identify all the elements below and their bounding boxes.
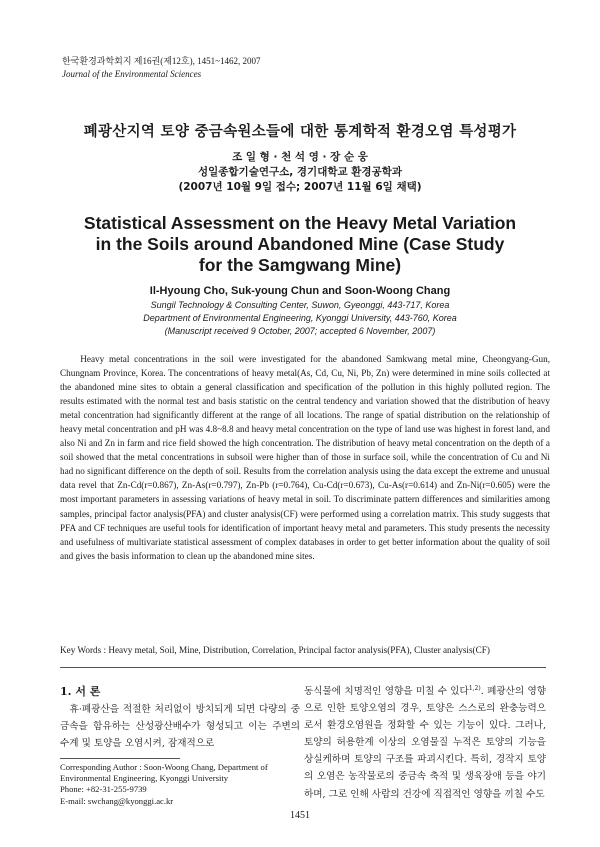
korean-title: 폐광산지역 토양 중금속원소들에 대한 통계학적 환경오염 특성평가 [83, 124, 517, 140]
body-paragraph-continued [304, 683, 546, 803]
footnote [60, 762, 300, 807]
english-title-line3: for the Samgwang Mine) [198, 255, 402, 275]
journal-header [62, 55, 260, 81]
section-heading: 1. 서 론 [60, 685, 101, 698]
footnote-rule [60, 758, 180, 759]
keywords: Key Words : Heavy metal, Soil, Mine, Distribution, Correlation, Principal factor analysis(PFA), Cluster analysis(CF) [60, 645, 490, 655]
english-author-names: Il-Hyoung Cho, Suk-young Chun and Soon-Woong Chang [149, 285, 451, 297]
citation-ref: 1,2) [468, 684, 481, 692]
korean-dates: (2007년 10월 9일 접수; 2007년 11월 6일 채택) [178, 181, 422, 193]
english-title-line1: Statistical Assessment on the Heavy Metal Variation [83, 213, 517, 233]
page-number: 1451 [290, 810, 310, 821]
korean-author-block [0, 150, 600, 195]
abstract: Heavy metal concentrations in the soil were investigated for the abandoned Samkwang metal mine, Cheongyang-Gun, Chungnam Province, Korea. The concentrations of heavy metal(As, Cd, Cu, Ni, Pb, Zn) were determined in mine soils collected at the abandoned mine sites to obtain a general classification and specification of the pollution in this highly polluted region. The results estimated with the normal test and basis statistic on the central tendency and variation showed that the distribution of heavy metal concentration had significantly different at the range of all locations. The range of spatial distribution on the relationship of heavy metal concentration and pH was 4.8~8.8 and heavy metal concentration on the type of land use was highest in forest land, and also Ni and Zn in farm and rice field showed the high concentration. The distribution of heavy metal concentration on the depth of a soil showed that the metal concentrations in subsoil were higher than of those in surface soil, while the concentration of Cu and Ni had no significant difference on the depth of soil. Results from the correlation analysis using the data except the extreme and unusual data revel that Zn-Cd(r=0.867), Zn-As(r=0.797), Zn-Pb (r=0.764), Cu-Cd(r=0.673), Cu-As(r=0.614) and Zn-Ni(r=0.605) were the most important parameters in assessing variations of heavy metal in soil. To discriminate pattern differences and similarities among samples, principal factor analysis(PFA) and cluster analysis(CF) were performed using a correlation matrix. This study suggests that PFA and CF techniques are useful tools for identification of important heavy metal and parameters. This study presents the necessity and usefulness of multivariate statistical assessment of complex databases in order to get better information about the quality of soil and gives the basis information to clean up the abandoned mine sites. [60, 354, 550, 561]
english-title [0, 213, 600, 276]
english-title-line2: in the Soils around Abandoned Mine (Case Study [95, 234, 505, 254]
korean-affiliation: 성일종합기술연구소, 경기대학교 환경공학과 [197, 166, 403, 178]
footnote-author: Corresponding Author : Soon-Woong Chang, Department of Environmental Engineering, Kyonggi University [60, 762, 268, 784]
footnote-email: E-mail: swchang@kyonggi.ac.kr [60, 795, 174, 806]
manuscript-dates: (Manuscript received 9 October, 2007; accepted 6 November, 2007) [164, 326, 436, 336]
affiliation-1: Sungil Technology & Consulting Center, Suwon, Gyeonggi, 443-717, Korea [150, 300, 450, 310]
journal-name: Journal of the Environmental Sciences [62, 69, 202, 79]
korean-author-names: 조 일 형 · 천 석 영 · 장 순 웅 [232, 151, 368, 163]
body-text-a: 동식물에 치명적인 영향을 미칠 수 있다 [304, 686, 469, 697]
body-paragraph: 휴·폐광산을 적절한 처리없이 방치되게 되면 다량의 중금속을 함유하는 산성광산배수가 형성되고 이는 주변의 수계 및 토양을 오염시켜, 잠재적으로 [60, 704, 300, 750]
footnote-phone: Phone: +82-31-255-9739 [60, 784, 147, 795]
body-text-b: . 폐광산의 영향으로 인한 토양오염의 경우, 토양은 스스로의 완충능력으로서 환경오염원을 정화할 수 있는 기능이 있다. 그러나, 토양의 허용한계 이상의 오염물질 누적은 토양의 기능을 상실케하며 토양의 구조를 파괴시킨다. 특히, 경작지 토양의 오염은 농작물로의 중금속 축적 및 생육장애 등을 야기하며, 그로 인해 사람의 건강에 직접적인 영향을 끼칠 수도 [304, 686, 546, 800]
body-right-column [304, 683, 546, 803]
affiliation-2: Department of Environmental Engineering, Kyonggi University, 443-760, Korea [143, 313, 457, 323]
body-left-column [60, 683, 300, 752]
english-affiliations [0, 299, 600, 338]
journal-citation: 한국환경과학회지 제16권(제12호), 1451~1462, 2007 [62, 56, 261, 66]
divider [60, 667, 546, 668]
